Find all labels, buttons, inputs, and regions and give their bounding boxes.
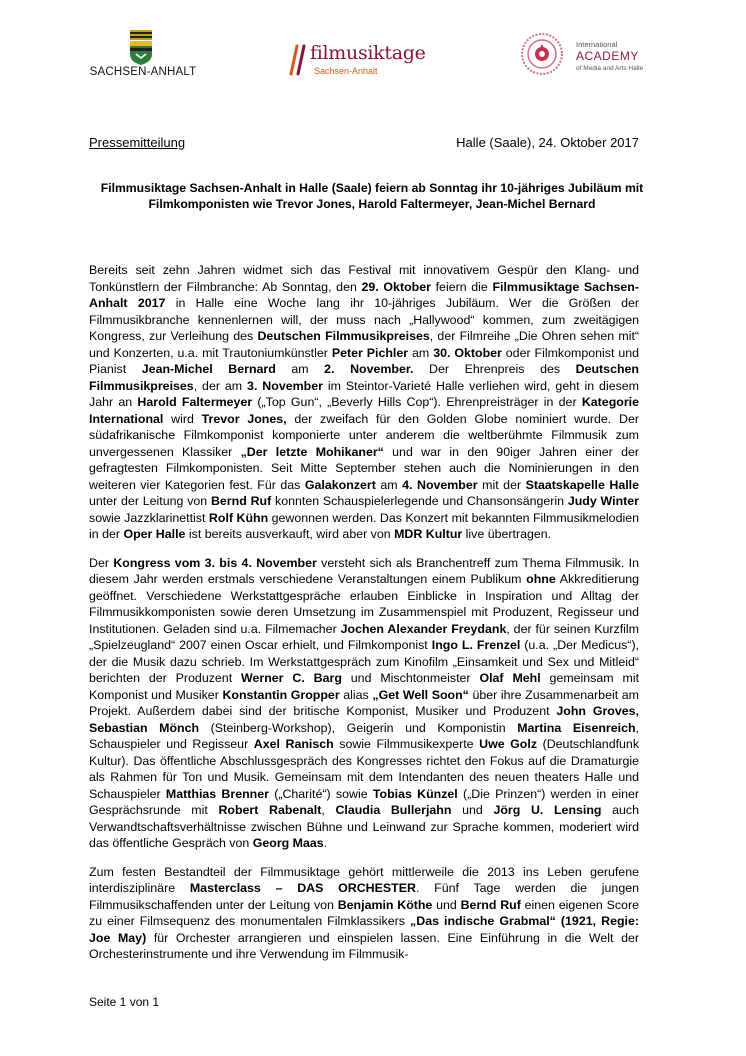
- bold-run: Deutschen Filmmusikpreises: [257, 329, 430, 343]
- text-run: Bereits seit zehn Jahren widmet sich das Festival mit innovativem Gespür den Klang- und Tonkünstlern der Filmbranche: Ab Sonntag, den: [89, 263, 639, 294]
- text-run: ,: [321, 803, 336, 817]
- bold-run: 29. Oktober: [361, 279, 431, 294]
- text-run: konnten Schauspielerlegende und Chansonsängerin: [271, 494, 568, 508]
- text-run: der zweifach für den Golden Globe nominiert wurde. Der südafrikanische Filmkomponist komponierte unter anderem die weltberühmte Filmmusik zum unvergessenen Klassiker: [89, 411, 640, 459]
- text-run: Zum festen Bestandteil der Filmmusiktage gehört mittlerweile die 2013 ins Leben gerufene interdisziplinäre: [89, 864, 639, 895]
- bold-run: Rolf Kühn: [208, 510, 269, 525]
- filmmusiktage-subline: Sachsen-Anhalt: [314, 66, 378, 76]
- text-run: in Halle eine Woche lang ihr 10-jähriges Jubiläum. Wer die Größen der Filmmusikbranche kennenlernen will, der muss nach „Hallywood“ kommen, zum zweitägigen Kongress, zur Verleihung des: [89, 296, 639, 343]
- body-text: [89, 262, 639, 975]
- bold-run: Konstantin Gropper: [222, 687, 340, 702]
- paragraph: [89, 262, 639, 543]
- text-run: , der für seinen Kurzfilm „Spielzeugland“ 2007 einen Oscar erhielt, und Filmkomponist: [89, 621, 640, 652]
- text-run: versteht sich als Branchentreff zum Thema Filmmusik. In diesem Jahr werden erstmals verschiedene Veranstaltungen einem Publikum: [89, 555, 639, 586]
- bold-run: Tobias Künzel: [372, 786, 458, 801]
- place-date: Halle (Saale), 24. Oktober 2017: [456, 135, 639, 150]
- bold-run: Kongress vom 3. bis 4. November: [113, 555, 317, 570]
- bold-run: Kategorie International: [89, 395, 639, 426]
- page-number: Seite 1 von 1: [89, 995, 160, 1009]
- text-run: wird: [163, 411, 202, 426]
- text-run: (Deutschlandfunk Kultur). Das öffentliche Abschlussgespräch des Kongresses richtet den Fokus auf die Dramaturgie als Rahmen für Ton und Musik. Gemeinsam mit dem Intendanten des neuen theaters Halle und Schauspieler: [89, 737, 640, 801]
- text-run: Akkreditierung geöffnet. Verschiedene Werkstattgespräche erlauben Einblicke in Inspiration und Alltag der Filmmusikkomponisten sowie deren Umsetzung im Zusammenspiel mit Produzent, Regisseur und Institutionen. Geladen sind u.a. Filmemacher: [89, 572, 639, 636]
- bold-run: Werner C. Barg: [241, 671, 342, 685]
- bold-run: Uwe Golz: [479, 737, 538, 751]
- filmmusiktage-wordmark: filmusiktage: [310, 42, 426, 64]
- bold-run: Filmmusiktage Sachsen-Anhalt 2017: [89, 279, 639, 310]
- bold-run: Bernd Ruf: [460, 897, 521, 912]
- bold-run: „Get Well Soon“: [372, 687, 469, 702]
- bold-run: „Das indische Grabmal“ (1921, Regie: Joe May): [89, 914, 639, 945]
- bold-run: Georg Maas: [252, 836, 324, 850]
- sachsen-anhalt-logo: [88, 28, 208, 84]
- bold-run: ohne: [526, 572, 556, 586]
- text-run: und Mischtonmeister: [341, 671, 480, 685]
- bold-run: Ingo L. Frenzel: [431, 638, 521, 652]
- text-run: („Die Prinzen“) werden in einer Gesprächsrunde mit: [89, 786, 639, 817]
- bold-run: Bernd Ruf: [210, 494, 272, 508]
- bold-run: Peter Pichler: [331, 345, 409, 360]
- text-run: einen eigenen Score zu einer Filmsequenz des monumentalen Filmklassikers: [89, 897, 639, 928]
- paragraph: [89, 555, 639, 852]
- text-run: alias: [339, 687, 373, 702]
- academy-seal-icon: [520, 32, 564, 76]
- bold-run: 30. Oktober: [433, 345, 502, 360]
- text-run: auch Verwandtschaftsverhältnisse zwischen Bühne und Leinwand zur Sprache kommen, moderiert wird das öffentliche Gespräch von: [89, 803, 640, 850]
- text-run: feiern die: [430, 279, 493, 294]
- bold-run: Claudia Bullerjahn: [335, 803, 452, 817]
- bold-run: Benjamin Köthe: [337, 897, 433, 912]
- document-type-label: Pressemitteilung: [89, 135, 186, 150]
- text-run: , der Filmreihe „Die Ohren sehen mit“ und Konzerten, u.a. mit Trautoniumkünstler: [89, 329, 640, 360]
- bold-run: Robert Rabenalt: [218, 803, 322, 817]
- text-run: Der Ehrenpreis des: [413, 362, 576, 376]
- bold-run: Judy Winter: [567, 494, 639, 508]
- bold-run: Galakonzert: [304, 477, 376, 492]
- text-run: am: [408, 345, 434, 360]
- bold-run: „Der letzte Mohikaner“: [240, 444, 384, 459]
- academy-logo: [520, 32, 670, 76]
- text-run: mit der: [477, 477, 526, 492]
- text-run: , der am: [193, 378, 248, 393]
- bold-run: Jean-Michel Bernard: [141, 362, 276, 376]
- text-run: und war in den 90iger Jahren einer der gefragtesten Filmkomponisten. Seit Mitte September stehen auch die Nominierungen in den weiteren vier Kategorien fest. Für das: [89, 444, 639, 492]
- text-run: am: [275, 362, 325, 376]
- academy-label-academy: ACADEMY: [576, 49, 639, 63]
- text-run: (Steinberg-Workshop), Geigerin und Komponistin: [199, 720, 518, 735]
- bold-run: Martina Eisenreich: [517, 720, 636, 735]
- bold-run: Jörg U. Lensing: [493, 803, 602, 817]
- text-run: .: [323, 836, 328, 850]
- text-run: und: [432, 897, 461, 912]
- bold-run: MDR Kultur: [394, 527, 463, 541]
- bold-run: 2. November.: [324, 362, 414, 376]
- bold-run: Matthias Brenner: [165, 786, 269, 801]
- text-run: („Top Gun“, „Beverly Hills Cop“). Ehrenpreisträger in der: [252, 395, 582, 409]
- text-run: ist bereits ausverkauft, wird aber von: [185, 527, 395, 541]
- bold-run: 3. November: [247, 378, 323, 393]
- text-run: („Charité“) sowie: [268, 786, 373, 801]
- text-run: im Steintor-Varieté Halle verliehen wird, geht in diesem Jahr an: [89, 378, 639, 409]
- bold-run: Axel Ranisch: [253, 737, 334, 751]
- bold-run: Olaf Mehl: [479, 671, 541, 685]
- text-run: gemeinsam mit Komponist und Musiker: [89, 671, 640, 702]
- text-run: sowie Jazzklarinettist: [89, 510, 209, 525]
- bold-run: 4. November: [402, 477, 478, 492]
- text-run: (u.a. „Der Medicus“), der die Musik dazu schrieb. Im Werkstattgespräch zum Kinofilm „Einsamkeit und Sex und Mitleid“ berichten der Produzent: [89, 638, 640, 685]
- academy-label-international: International: [576, 40, 618, 49]
- bold-run: Masterclass – DAS ORCHESTER: [189, 881, 416, 895]
- text-run: am: [375, 477, 403, 492]
- text-run: sowie Filmmusikexperte: [333, 737, 480, 751]
- coat-of-arms-icon: [126, 28, 156, 66]
- bold-run: Jochen Alexander Freydank: [340, 621, 507, 636]
- bold-run: John Groves, Sebastian Mönch: [89, 704, 639, 735]
- headline: Filmmusiktage Sachsen-Anhalt in Halle (Saale) feiern ab Sonntag ihr 10-jähriges Jubiläum mit Filmkomponisten wie Trevor Jones, Harold Faltermeyer, Jean-Michel Bernard: [100, 181, 644, 211]
- text-run: unter der Leitung von: [89, 494, 211, 508]
- bold-run: Harold Faltermeyer: [137, 395, 253, 409]
- text-run: . Fünf Tage werden die jungen Filmmusikschaffenden unter der Leitung von: [89, 881, 639, 912]
- sachsen-anhalt-wordmark: SACHSEN-ANHALT: [89, 66, 197, 78]
- text-run: Der: [89, 555, 114, 570]
- text-run: , Schauspieler und Regisseur: [89, 720, 639, 751]
- bold-run: Oper Halle: [123, 527, 186, 541]
- text-run: über ihre Zusammenarbeit am Projekt. Außerdem dabei sind der britische Komponist, Musiker und Produzent: [89, 687, 639, 718]
- academy-label-subline: of Media and Arts Halle: [576, 65, 644, 72]
- text-run: für Orchester arrangieren und einspielen lassen. Eine Einführung in die Welt der Orchesterinstrumente und ihre Verwendung im Filmmusik-: [89, 930, 639, 961]
- text-run: live übertragen.: [462, 527, 552, 541]
- bold-run: Deutschen Filmmusikpreises: [89, 362, 639, 393]
- filmmusiktage-logo: [288, 42, 448, 82]
- text-run: oder Filmkomponist und Pianist: [89, 345, 639, 376]
- text-run: und: [451, 803, 494, 817]
- double-slash-icon: [288, 44, 312, 76]
- bold-run: Trevor Jones,: [201, 411, 287, 426]
- bold-run: Staatskapelle Halle: [525, 477, 639, 492]
- paragraph: [89, 864, 639, 963]
- text-run: gewonnen werden. Das Konzert mit bekannten Filmmusikmelodien in der: [89, 510, 640, 541]
